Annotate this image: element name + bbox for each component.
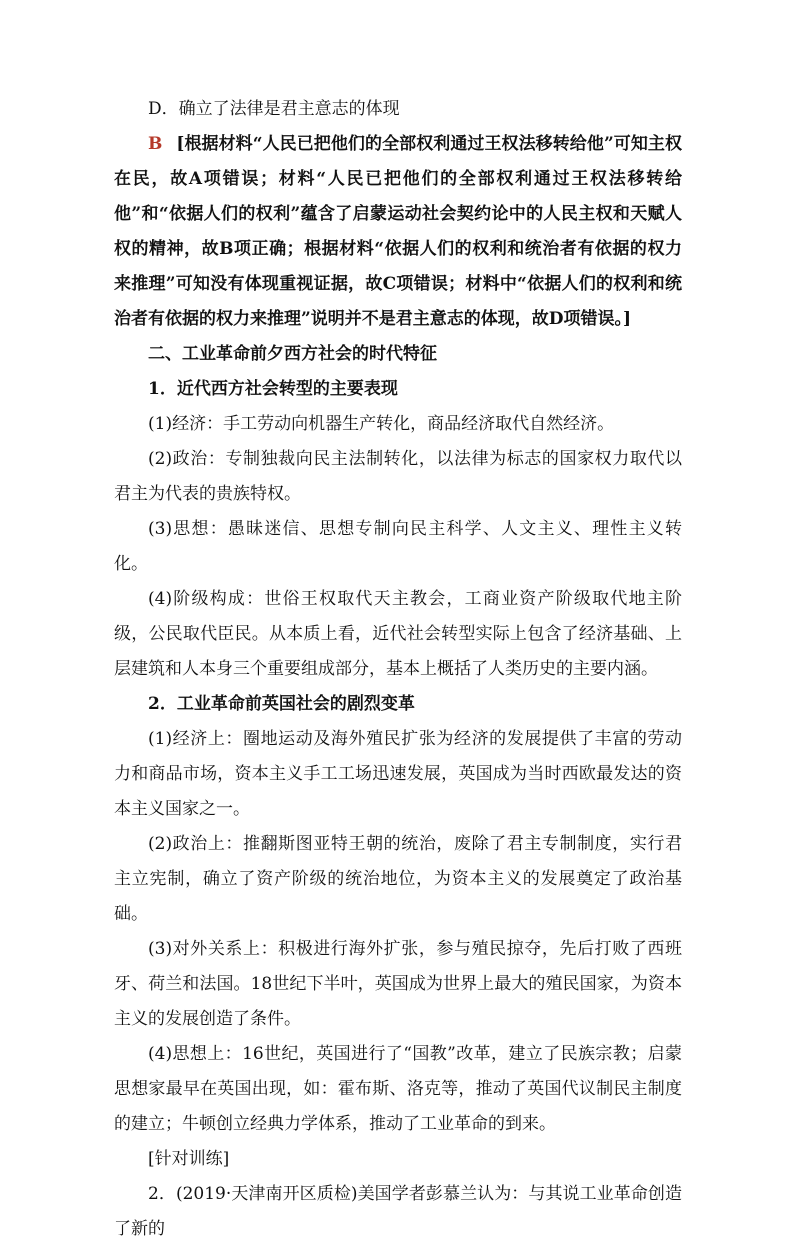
sub1-item-1: (1)经济：手工劳动向机器生产转化，商品经济取代自然经济。 <box>148 414 615 434</box>
sub2-item-2: (2)政治上：推翻斯图亚特王朝的统治，废除了君主专制制度，实行君主立宪制，确立了资产阶级的统治地位，为资本主义的发展奠定了政治基础。 <box>114 834 682 924</box>
section-heading: 二、工业革命前夕西方社会的时代特征 <box>148 344 437 364</box>
sub1-item-4: (4)阶级构成：世俗王权取代天主教会，工商业资产阶级取代地主阶级，公民取代臣民。从本质上看，近代社会转型实际上包含了经济基础、上层建筑和人本身三个重要组成部分，基本上概括了人类历史的主要内涵。 <box>114 589 682 679</box>
sub1-item-3: (3)思想：愚昧迷信、思想专制向民主科学、人文主义、理性主义转化。 <box>114 519 682 574</box>
answer-letter: B <box>148 134 163 154</box>
training-label: [针对训练] <box>148 1149 230 1169</box>
subsection-heading-2: 2．工业革命前英国社会的剧烈变革 <box>148 694 415 714</box>
sub1-item-2: (2)政治：专制独裁向民主法制转化，以法律为标志的国家权力取代以君主为代表的贵族特权。 <box>114 449 682 504</box>
training-question: 2．(2019·天津南开区质检)美国学者彭慕兰认为：与其说工业革命创造了新的 <box>114 1184 682 1239</box>
subsection-heading-1: 1．近代西方社会转型的主要表现 <box>148 379 398 399</box>
sub2-item-1: (1)经济上：圈地运动及海外殖民扩张为经济的发展提供了丰富的劳动力和商品市场，资本主义手工工场迅速发展，英国成为当时西欧最发达的资本主义国家之一。 <box>114 729 682 819</box>
answer-text: [根据材料“人民已把他们的全部权利通过王权法移转给他”可知主权在民，故A项错误；材料“人民已把他们的全部权利通过王权法移转给他”和“依据人们的权利”蕴含了启蒙运动社会契约论中的人民主权和天赋人权的精神，故B项正确；根据材料“依据人们的权利和统治者有依据的权力来推理”可知没有体现重视证据，故C项错误；材料中“依据人们的权利和统治者有依据的权力来推理”说明并不是君主意志的体现，故D项错误。] <box>114 134 682 329</box>
option-d: D．确立了法律是君主意志的体现 <box>148 99 400 119</box>
sub2-item-4: (4)思想上：16世纪，英国进行了“国教”改革，建立了民族宗教；启蒙思想家最早在英国出现，如：霍布斯、洛克等，推动了英国代议制民主制度的建立；牛顿创立经典力学体系，推动了工业革命的到来。 <box>114 1044 682 1134</box>
answer-explanation <box>114 127 682 337</box>
sub2-item-3: (3)对外关系上：积极进行海外扩张，参与殖民掠夺，先后打败了西班牙、荷兰和法国。18世纪下半叶，英国成为世界上最大的殖民国家，为资本主义的发展创造了条件。 <box>114 939 682 1029</box>
